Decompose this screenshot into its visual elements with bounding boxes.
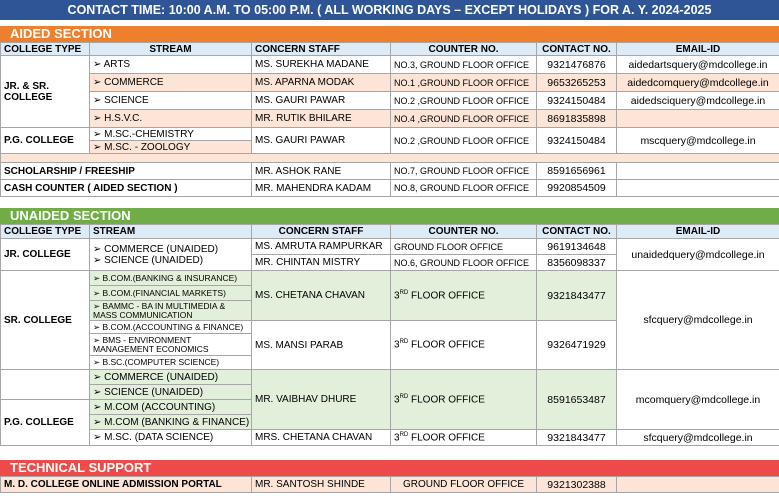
staff-cell: MS. MANSI PARAB — [252, 321, 391, 370]
college-type-cell — [1, 370, 90, 400]
counter-cell: NO.4 ,GROUND FLOOR OFFICE — [391, 110, 537, 128]
pg-college-label: P.G. COLLEGE — [1, 128, 90, 154]
unaided-header-row — [1, 225, 779, 239]
stream-cell: ➢ M.COM (BANKING & FINANCE) — [90, 415, 252, 430]
staff-cell: MR. CHINTAN MISTRY — [252, 255, 391, 271]
floor-suffix: RD — [399, 393, 409, 400]
unaided-table — [0, 224, 779, 446]
sr-college-label: SR. COLLEGE — [1, 271, 90, 370]
stream-cell: ➢ B.COM.(BANKING & INSURANCE) — [90, 271, 252, 286]
table-row — [1, 370, 779, 385]
table-row — [1, 239, 779, 255]
col-contact-no: CONTACT NO. — [537, 225, 617, 239]
counter-cell: NO.3, GROUND FLOOR OFFICE — [391, 56, 537, 74]
stream-cell: ➢ COMMERCE (UNAIDED) — [90, 370, 252, 385]
staff-cell: MR. MAHENDRA KADAM — [252, 180, 391, 197]
col-contact-no: CONTACT NO. — [537, 43, 617, 56]
stream-cell: ➢ M.SC.-CHEMISTRY — [90, 128, 252, 141]
stream-cell: ➢ B.COM.(FINANCIAL MARKETS) — [90, 286, 252, 301]
contact-cell: 9326471929 — [537, 321, 617, 370]
contact-cell: 9619134648 — [537, 239, 617, 255]
staff-cell: MS. CHETANA CHAVAN — [252, 271, 391, 321]
contact-cell: 9321843477 — [537, 271, 617, 321]
email-cell[interactable]: mcomquery@mdcollege.in — [617, 370, 779, 430]
contact-cell: 8591656961 — [537, 163, 617, 180]
admission-portal-label: M. D. COLLEGE ONLINE ADMISSION PORTAL — [1, 477, 252, 493]
col-counter-no: COUNTER NO. — [391, 225, 537, 239]
stream-line: ➢ SCIENCE (UNAIDED) — [93, 254, 204, 266]
contact-cell: 9321476876 — [537, 56, 617, 74]
table-row — [1, 56, 779, 74]
floor-text: FLOOR OFFICE — [411, 339, 485, 351]
email-cell — [617, 477, 779, 493]
staff-cell: MS. GAURI PAWAR — [252, 92, 391, 110]
col-email-id: EMAIL-ID — [617, 43, 779, 56]
email-cell[interactable]: aidedartsquery@mdcollege.in — [617, 56, 779, 74]
floor-suffix: RD — [399, 339, 409, 346]
aided-table — [0, 42, 779, 197]
contact-cell: 8691835898 — [537, 110, 617, 128]
staff-cell: MR. RUTIK BHILARE — [252, 110, 391, 128]
table-row — [1, 110, 779, 128]
contact-cell: 8591653487 — [537, 370, 617, 430]
counter-cell — [391, 430, 537, 446]
stream-cell: ➢ COMMERCE — [90, 74, 252, 92]
technical-support-title: TECHNICAL SUPPORT — [0, 460, 779, 476]
staff-cell: MS. SUREKHA MADANE — [252, 56, 391, 74]
table-row — [1, 163, 779, 180]
counter-cell: GROUND FLOOR OFFICE — [391, 477, 537, 493]
contact-cell: 9653265253 — [537, 74, 617, 92]
stream-line: ➢ COMMERCE (UNAIDED) — [93, 243, 219, 255]
email-cell — [617, 110, 779, 128]
stream-cell: ➢ ARTS — [90, 56, 252, 74]
floor-suffix: RD — [399, 289, 409, 296]
contact-cell: 9324150484 — [537, 128, 617, 154]
col-college-type: COLLEGE TYPE — [1, 43, 90, 56]
staff-cell: MR. SANTOSH SHINDE — [252, 477, 391, 493]
floor-text: FLOOR OFFICE — [411, 432, 485, 444]
stream-cell: ➢ BAMMC - BA IN MULTIMEDIA & MASS COMMUNICATION — [90, 301, 252, 321]
contact-cell: 9321302388 — [537, 477, 617, 493]
contact-cell: 9324150484 — [537, 92, 617, 110]
stream-cell: ➢ H.S.V.C. — [90, 110, 252, 128]
counter-cell: NO.7, GROUND FLOOR OFFICE — [391, 163, 537, 180]
spacer-cell — [1, 154, 779, 163]
staff-cell: MR. ASHOK RANE — [252, 163, 391, 180]
email-cell[interactable]: mscquery@mdcollege.in — [617, 128, 779, 154]
stream-cell: ➢ B.COM.(ACCOUNTING & FINANCE) — [90, 321, 252, 334]
counter-cell: NO.2 ,GROUND FLOOR OFFICE — [391, 92, 537, 110]
counter-cell: GROUND FLOOR OFFICE — [391, 239, 537, 255]
table-row — [1, 180, 779, 197]
contact-time-banner: CONTACT TIME: 10:00 A.M. TO 05:00 P.M. ( ALL WORKING DAYS – EXCEPT HOLIDAYS ) FOR A. Y. 2024-2025 — [0, 0, 779, 20]
jr-sr-college-label: JR. & SR. COLLEGE — [1, 56, 90, 128]
col-college-type: COLLEGE TYPE — [1, 225, 90, 239]
floor-number: 3 — [394, 432, 400, 444]
unaided-section-title: UNAIDED SECTION — [0, 208, 779, 224]
table-row — [1, 271, 779, 286]
col-counter-no: COUNTER NO. — [391, 43, 537, 56]
table-row — [1, 74, 779, 92]
aided-section-title: AIDED SECTION — [0, 26, 779, 42]
technical-table — [0, 476, 779, 493]
email-cell[interactable]: aidedcomquery@mdcollege.in — [617, 74, 779, 92]
email-cell — [617, 163, 779, 180]
scholarship-label: SCHOLARSHIP / FREESHIP — [1, 163, 252, 180]
email-cell[interactable]: aidedsciquery@mdcollege.in — [617, 92, 779, 110]
stream-cell: ➢ M.COM (ACCOUNTING) — [90, 400, 252, 415]
contact-cell: 9920854509 — [537, 180, 617, 197]
col-concern-staff: CONCERN STAFF — [252, 225, 391, 239]
counter-cell — [391, 370, 537, 430]
table-row — [1, 92, 779, 110]
stream-cell: ➢ SCIENCE (UNAIDED) — [90, 385, 252, 400]
counter-cell: NO.1 ,GROUND FLOOR OFFICE — [391, 74, 537, 92]
table-row — [1, 430, 779, 446]
floor-suffix: RD — [399, 431, 409, 438]
col-email-id: EMAIL-ID — [617, 225, 779, 239]
table-row — [1, 128, 779, 141]
table-row — [1, 477, 779, 493]
pg-college-label: P.G. COLLEGE — [1, 400, 90, 446]
stream-cell: ➢ BMS - ENVIRONMENT MANAGEMENT ECONOMICS — [90, 334, 252, 356]
aided-header-row — [1, 43, 779, 56]
floor-text: FLOOR OFFICE — [411, 290, 485, 302]
email-cell — [617, 180, 779, 197]
stream-cell — [90, 239, 252, 271]
floor-text: FLOOR OFFICE — [411, 394, 485, 406]
staff-cell: MRS. CHETANA CHAVAN — [252, 430, 391, 446]
col-stream: STREAM — [90, 225, 252, 239]
stream-cell: ➢ SCIENCE — [90, 92, 252, 110]
counter-cell: NO.6, GROUND FLOOR OFFICE — [391, 255, 537, 271]
counter-cell: NO.8, GROUND FLOOR OFFICE — [391, 180, 537, 197]
contact-cell: 9321843477 — [537, 430, 617, 446]
stream-cell: ➢ B.SC.(COMPUTER SCIENCE) — [90, 356, 252, 370]
staff-cell: MR. VAIBHAV DHURE — [252, 370, 391, 430]
floor-number: 3 — [394, 394, 400, 406]
staff-cell: MS. APARNA MODAK — [252, 74, 391, 92]
floor-number: 3 — [394, 339, 400, 351]
email-cell[interactable]: sfcquery@mdcollege.in — [617, 430, 779, 446]
counter-cell — [391, 321, 537, 370]
contact-cell: 8356098337 — [537, 255, 617, 271]
email-cell[interactable]: unaidedquery@mdcollege.in — [617, 239, 779, 271]
stream-cell: ➢ M.SC. - ZOOLOGY — [90, 141, 252, 154]
col-stream: STREAM — [90, 43, 252, 56]
col-concern-staff: CONCERN STAFF — [252, 43, 391, 56]
jr-college-label: JR. COLLEGE — [1, 239, 90, 271]
counter-cell — [391, 271, 537, 321]
stream-cell: ➢ M.SC. (DATA SCIENCE) — [90, 430, 252, 446]
cash-counter-label: CASH COUNTER ( AIDED SECTION ) — [1, 180, 252, 197]
floor-number: 3 — [394, 290, 400, 302]
staff-cell: MS. GAURI PAWAR — [252, 128, 391, 154]
staff-cell: MS. AMRUTA RAMPURKAR — [252, 239, 391, 255]
spacer-row — [1, 154, 779, 163]
counter-cell: NO.2 ,GROUND FLOOR OFFICE — [391, 128, 537, 154]
email-cell[interactable]: sfcquery@mdcollege.in — [617, 271, 779, 370]
